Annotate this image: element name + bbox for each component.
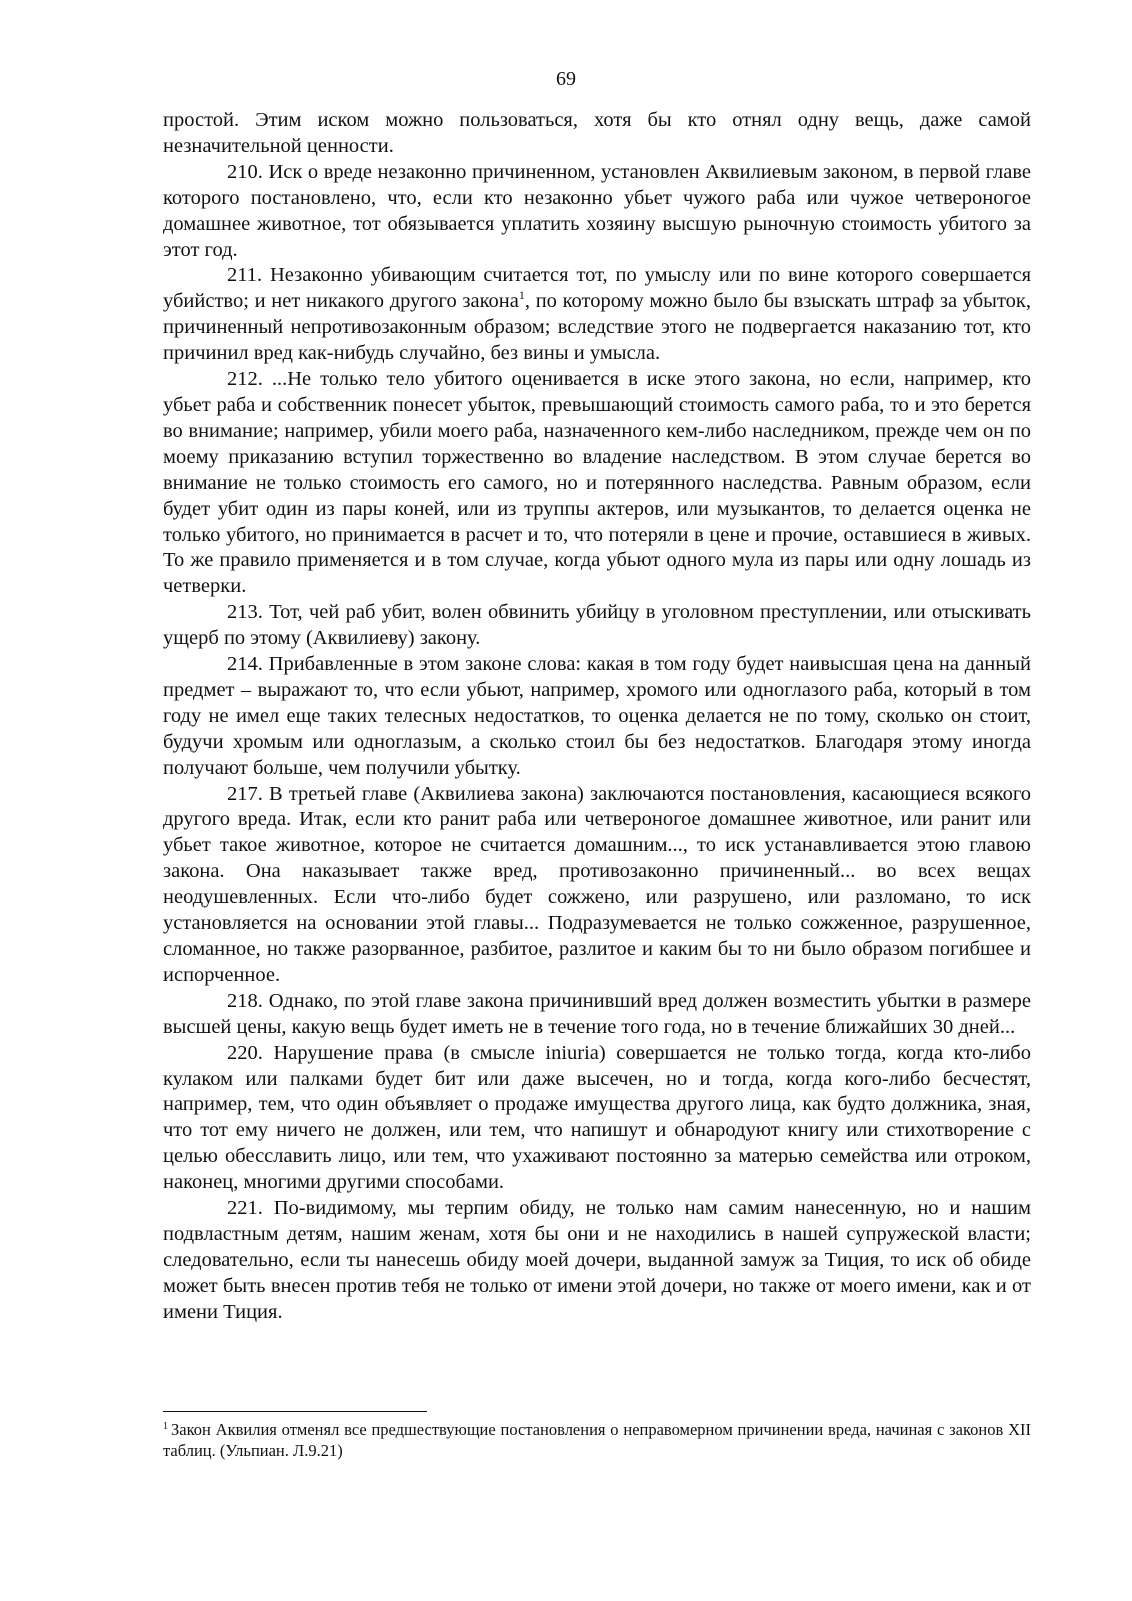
paragraph-221: 221. По-видимому, мы терпим обиду, не только нам самим нанесенную, но и нашим подвластным детям, нашим женам, хотя бы они и не находились в нашей супружеской власти; следовательно, если ты нанесешь обиду моей дочери, выданной замуж за Тиция, то иск об обиде может быть внесен против тебя не только от имени этой дочери, но также от моего имени, как и от имени Тиция. bbox=[163, 1197, 1031, 1323]
paragraph-213: 213. Тот, чей раб убит, волен обвинить убийцу в уголовном преступлении, или отыскивать ущерб по этому (Аквилиеву) закону. bbox=[163, 601, 1031, 650]
body-text bbox=[163, 108, 1031, 1326]
paragraph-continuation: простой. Этим иском можно пользоваться, хотя бы кто отнял одну вещь, даже самой незначительной ценности. bbox=[163, 109, 1031, 157]
footnote-text: Закон Аквилия отменял все предшествующие постановления о неправомерном причинении вреда, начиная с законов XII таблиц. (Ульпиан. Л.9.21) bbox=[163, 1420, 1031, 1460]
footnote bbox=[163, 1419, 1031, 1461]
paragraph-217: 217. В третьей главе (Аквилиева закона) заключаются постановления, касающиеся всякого другого вреда. Итак, если кто ранит раба или четвероногое домашнее животное, или ранит или убьет такое животное, которое не считается домашним..., то иск устанавливается этою главою закона. Она наказывает также вред, противозаконно причиненный... во всех вещах неодушевленных. Если что-либо будет сожжено, или разрушено, или разломано, то иск установляется на основании этой главы... Подразумевается не только сожженное, разрушенное, сломанное, но также разорванное, разбитое, разлитое и каким бы то ни было образом погибшее и испорченное. bbox=[163, 782, 1031, 986]
paragraph-218: 218. Однако, по этой главе закона причинивший вред должен возместить убытки в размере высшей цены, какую вещь будет иметь не в течение того года, но в течение ближайших 30 дней... bbox=[163, 989, 1031, 1038]
paragraph-211-text-after: , по которому можно было бы взыскать штраф за убыток, причиненный непротивозаконным образом; вследствие этого не подвергается наказанию тот, кто причинил вред как-нибудь случайно, без вины и умысла. bbox=[163, 290, 1031, 365]
paragraph-211 bbox=[163, 263, 1031, 367]
page-number: 69 bbox=[556, 68, 576, 90]
paragraph-212: 212. ...Не только тело убитого оценивается в иске этого закона, но если, например, кто убьет раба и собственник понесет убыток, превышающий стоимость самого раба, то и это берется во внимание; например, убили моего раба, назначенного кем-либо наследником, прежде чем он по моему приказанию вступил торжественно во владение наследством. В этом случае берется во внимание не только стоимость его самого, но и потерянного наследства. Равным образом, если будет убит один из пары коней, или из труппы актеров, или музыкантов, то делается оценка не только убитого, но принимается в расчет и то, что потеряли в цене и прочие, оставшиеся в живых. То же правило применяется и в том случае, когда убьют одного мула из пары или одну лошадь из четверки. bbox=[163, 368, 1031, 598]
footnote-divider bbox=[163, 1411, 427, 1412]
paragraph-220: 220. Нарушение права (в смысле iniuria) совершается не только тогда, когда кто-либо кулаком или палками будет бит или даже высечен, но и тогда, когда кого-либо бесчестят, например, тем, что один объявляет о продаже имущества другого лица, как будто должника, зная, что тот ему ничего не должен, или тем, что напишут и обнародуют книгу или стихотворение с целью обесславить лицо, или тем, что ухаживают постоянно за матерью семейства или отроком, наконец, многими другими способами. bbox=[163, 1041, 1031, 1194]
paragraph-214: 214. Прибавленные в этом законе слова: какая в том году будет наивысшая цена на данный предмет – выражают то, что если убьют, например, хромого или одноглазого раба, который в том году не имел еще таких телесных недостатков, то оценка делается не по тому, сколько он стоит, будучи хромым или одноглазым, а сколько стоил бы без недостатков. Благодаря этому иногда получают больше, чем получили убытку. bbox=[163, 653, 1031, 779]
paragraph-210: 210. Иск о вреде незаконно причиненном, установлен Аквилиевым законом, в первой главе которого постановлено, что, если кто незаконно убьет чужого раба или чужое четвероногое домашнее животное, тот обязывается уплатить хозяину высшую рыночную стоимость убитого за этот год. bbox=[163, 160, 1031, 261]
footnote-number: 1 bbox=[163, 1420, 168, 1432]
paragraph-211-text-before: 211. Незаконно убивающим считается тот, по умыслу или по вине которого совершается убийство; и нет никакого другого закона bbox=[163, 264, 1031, 313]
footnote-reference: 1 bbox=[518, 288, 525, 303]
